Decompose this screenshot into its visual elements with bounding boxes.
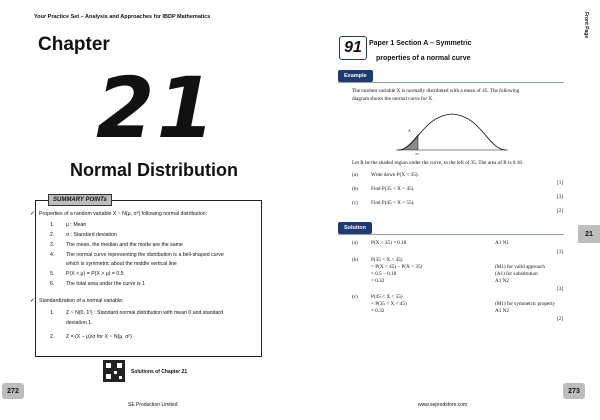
summary-intro-2: Standardization of a normal variable: <box>39 298 124 304</box>
solution-note: (M1) for valid approach <box>495 264 545 270</box>
summary-num: 5. <box>50 271 55 277</box>
solution-line: P(35 < X < 45) <box>371 257 403 263</box>
intro-line-1: The random variable X is normally distributed with a mean of 45. The following <box>352 88 520 94</box>
graph-label-35: 35 <box>415 152 419 156</box>
solution-line: P(X < 35) = 0.18 <box>371 240 407 246</box>
footer-right: www.seprodstore.com <box>418 402 468 408</box>
check-icon: ✓ <box>30 211 36 217</box>
summary-num: 4. <box>50 252 55 258</box>
question-part: (b) <box>352 186 359 192</box>
region-text: Let R be the shaded region under the curve, to the left of 35. The area of R is 0.18. <box>352 160 524 166</box>
summary-item: μ : Mean <box>66 222 87 228</box>
book-header: Your Practice Set – Analysis and Approaches for IBDP Mathematics <box>34 14 211 20</box>
summary-item: σ : Standard deviation <box>66 232 117 238</box>
summary-tag: SUMMARY POINTs <box>48 194 112 206</box>
summary-num: 6. <box>50 281 55 287</box>
question-text: Find P(45 < X < 55). <box>371 200 415 206</box>
solution-marks: [3] <box>557 286 564 292</box>
divider <box>338 234 564 235</box>
solution-mark: A1 N1 <box>495 240 509 246</box>
solution-tag: Solution <box>338 222 372 234</box>
question-text: Find P(35 < X < 45). <box>371 186 415 192</box>
solution-note: (M1) for symmetric property <box>495 301 556 307</box>
intro-line-2: diagram shows the normal curve for X . <box>352 96 435 102</box>
page-number-right: 273 <box>563 383 585 399</box>
solution-line: P(45 < X < 55) <box>371 294 403 300</box>
solution-line: = 0.5 − 0.18 <box>371 271 397 277</box>
graph-label-a: A <box>408 128 411 133</box>
solution-line: = P(35 < X < 45) <box>371 301 407 307</box>
std-num: 1. <box>50 310 55 316</box>
summary-item: which is symmetric about the middle vertical line <box>66 261 177 267</box>
side-label: Front Page <box>583 12 589 39</box>
summary-num: 1. <box>50 222 55 228</box>
divider <box>338 82 564 83</box>
question-number: 91 <box>339 36 367 60</box>
summary-num: 2. <box>50 232 55 238</box>
question-marks: [1] <box>557 180 564 186</box>
question-text: Write down P(X < 35). <box>371 172 419 178</box>
question-part: (c) <box>352 200 358 206</box>
solution-part: (b) <box>352 257 359 263</box>
std-item: Z = (X − μ)/σ for X ~ N(μ, σ²) <box>66 334 132 340</box>
solution-marks: [2] <box>557 316 564 322</box>
summary-item: The mean, the median and the mode are the same <box>66 242 183 248</box>
question-title-2: properties of a normal curve <box>376 55 471 62</box>
chapter-title: Normal Distribution <box>70 160 239 180</box>
summary-item: The normal curve representing the distribution is a bell-shaped curve <box>66 252 224 258</box>
summary-item: P(X < μ) = P(X > μ) = 0.5 <box>66 271 124 277</box>
std-item: deviation 1. <box>66 320 93 326</box>
solution-marks: [1] <box>557 249 564 255</box>
solution-part: (c) <box>352 294 358 300</box>
check-icon: ✓ <box>30 298 36 304</box>
question-marks: [3] <box>557 194 564 200</box>
solution-line: = 0.32 <box>371 278 385 284</box>
std-num: 2. <box>50 334 55 340</box>
footer-left: SE Production Limited <box>128 402 178 408</box>
summary-num: 3. <box>50 242 55 248</box>
std-item: Z ~ N(0, 1²) : Standard normal distribution with mean 0 and standard <box>66 310 224 316</box>
summary-item: The total area under the curve is 1 <box>66 281 146 287</box>
question-title-1: Paper 1 Section A – Symmetric <box>369 40 472 47</box>
solution-note: A1 N2 <box>495 278 509 284</box>
chapter-label: Chapter <box>38 34 110 55</box>
normal-curve-graph <box>396 110 508 152</box>
qr-code-icon[interactable] <box>103 360 125 382</box>
solution-line: = 0.32 <box>371 308 385 314</box>
shaded-region-r <box>400 134 418 150</box>
chapter-tab[interactable]: 21 <box>578 225 600 243</box>
solution-part: (a) <box>352 240 358 246</box>
solutions-label: Solutions of Chapter 21 <box>131 369 188 375</box>
example-tag: Example <box>338 70 373 82</box>
solution-note: A1 N2 <box>495 308 509 314</box>
chapter-number: 21 <box>96 59 217 157</box>
summary-intro-1: Properties of a random variable X ~ N(μ, σ²) following normal distribution: <box>39 211 208 217</box>
solution-note: (A1) for substitution <box>495 271 538 277</box>
question-marks: [2] <box>557 208 564 214</box>
solution-line: = P(X < 45) − P(X < 35) <box>371 264 423 270</box>
page-number-left: 272 <box>2 383 24 399</box>
question-part: (a) <box>352 172 358 178</box>
